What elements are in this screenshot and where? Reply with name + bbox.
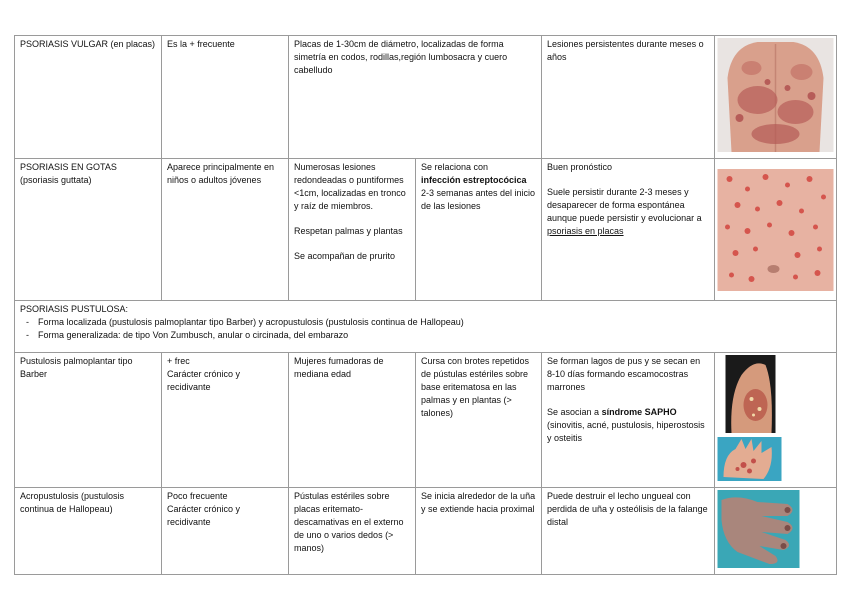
table-row (15, 159, 837, 301)
type-name: Pustulosis palmoplantar tipo Barber (20, 356, 136, 379)
type-cell (15, 36, 162, 159)
epidemiology-text: Poco frecuente Carácter crónico y recidivante (167, 491, 241, 527)
table-row (15, 353, 837, 488)
photo-cell (715, 488, 837, 575)
table-row (15, 488, 837, 575)
psoriasis-gotas-abdomen-photo (717, 169, 834, 291)
photo-cell (715, 353, 837, 488)
type-cell (15, 353, 162, 488)
epidemiology-cell (162, 353, 289, 488)
host-text: Mujeres fumadoras de mediana edad (294, 356, 387, 379)
type-name: Acropustulosis (pustulosis continua de Hallopeau) (20, 491, 127, 514)
association-lead: Se relaciona con (421, 162, 489, 172)
host-text: Pústulas estériles sobre placas eritemato-descamativas en el externo de uno o varios dedos (> manos) (294, 491, 407, 553)
host-cell (289, 353, 416, 488)
lesion-cell (289, 159, 416, 301)
lesion-cell (289, 36, 542, 159)
evolution-lead: Se asocian a (547, 407, 600, 417)
evolution-cell (542, 159, 715, 301)
lesion-text: Se acompañan de prurito (294, 251, 396, 261)
evolution-text: Buen pronóstico (547, 162, 613, 172)
evolution-cell (542, 36, 715, 159)
epidemiology-cell (162, 36, 289, 159)
lesion-text: Cursa con brotes repetidos de pústulas estériles sobre base eritematosa en las palmas y en plantas (> talones) (421, 356, 532, 418)
lesion-text: Respetan palmas y plantas (294, 226, 403, 236)
association-text (421, 161, 536, 213)
psoriasis-placas-back-photo (717, 38, 834, 152)
psoriasis-table (14, 35, 837, 575)
lesion-cell (416, 353, 542, 488)
evolution-bold: síndrome SAPHO (601, 407, 677, 417)
table-row (15, 301, 837, 353)
epidemiology-text: Es la + frecuente (167, 39, 235, 49)
epidemiology-cell (162, 159, 289, 301)
lesion-text: Numerosas lesiones redondeadas o puntiformes <1cm, localizadas en tronco y raíz de miembros. (294, 162, 409, 211)
evolution-underlined: psoriasis en placas (547, 226, 624, 236)
host-cell (289, 488, 416, 575)
evolution-tail: (sinovitis, acné, pustulosis, hiperostosis y osteitis (547, 420, 708, 443)
evolution-text (547, 406, 709, 445)
evolution-text: Lesiones persistentes durante meses o años (547, 39, 707, 62)
epidemiology-text: + frec Carácter crónico y recidivante (167, 356, 241, 392)
section-title: PSORIASIS PUSTULOSA: (20, 304, 129, 314)
association-cell (416, 159, 542, 301)
type-cell (15, 488, 162, 575)
list-item: - Forma localizada (pustulosis palmoplantar tipo Barber) y acropustulosis (pustulosis continua de Hallopeau) (38, 316, 831, 329)
evolution-text: Puede destruir el lecho ungueal con perdida de uña y osteólisis de la falange distal (547, 491, 711, 527)
type-name: PSORIASIS VULGAR (en placas) (20, 39, 156, 49)
association-tail: 2-3 semanas antes del inicio de las lesiones (421, 188, 538, 211)
pustulosa-header-cell (15, 301, 837, 353)
lesion-cell (416, 488, 542, 575)
evolution-text: Se forman lagos de pus y se secan en 8-10 días formando escamocostras marrones (547, 356, 703, 392)
association-bold: infección estreptocócica (421, 175, 527, 185)
lesion-text: Se inicia alrededor de la uña y se extiende hacia proximal (421, 491, 538, 514)
type-name: PSORIASIS EN GOTAS (psoriasis guttata) (20, 162, 120, 185)
pustulosis-palm-photo (717, 437, 834, 481)
evolution-cell (542, 353, 715, 488)
list-item: - Forma generalizada: de tipo Von Zumbusch, anular o circinada, del embarazo (38, 329, 831, 342)
epidemiology-cell (162, 488, 289, 575)
photo-cell (715, 36, 837, 159)
pustulosa-list (20, 316, 831, 342)
acropustulosis-hand-photo (717, 490, 834, 568)
table-row (15, 36, 837, 159)
lesion-text: Placas de 1-30cm de diámetro, localizadas de forma simetría en codos, rodillas,región lumbosacra y cuero cabelludo (294, 39, 510, 75)
evolution-cell (542, 488, 715, 575)
epidemiology-text: Aparece principalmente en niños o adultos jóvenes (167, 162, 277, 185)
evolution-lead: Suele persistir durante 2-3 meses y desaparecer de forma espontánea aunque puede persistir y evolucionar a (547, 187, 702, 223)
evolution-text (547, 186, 709, 238)
pustulosis-sole-photo (717, 355, 834, 433)
type-cell (15, 159, 162, 301)
photo-cell (715, 159, 837, 301)
